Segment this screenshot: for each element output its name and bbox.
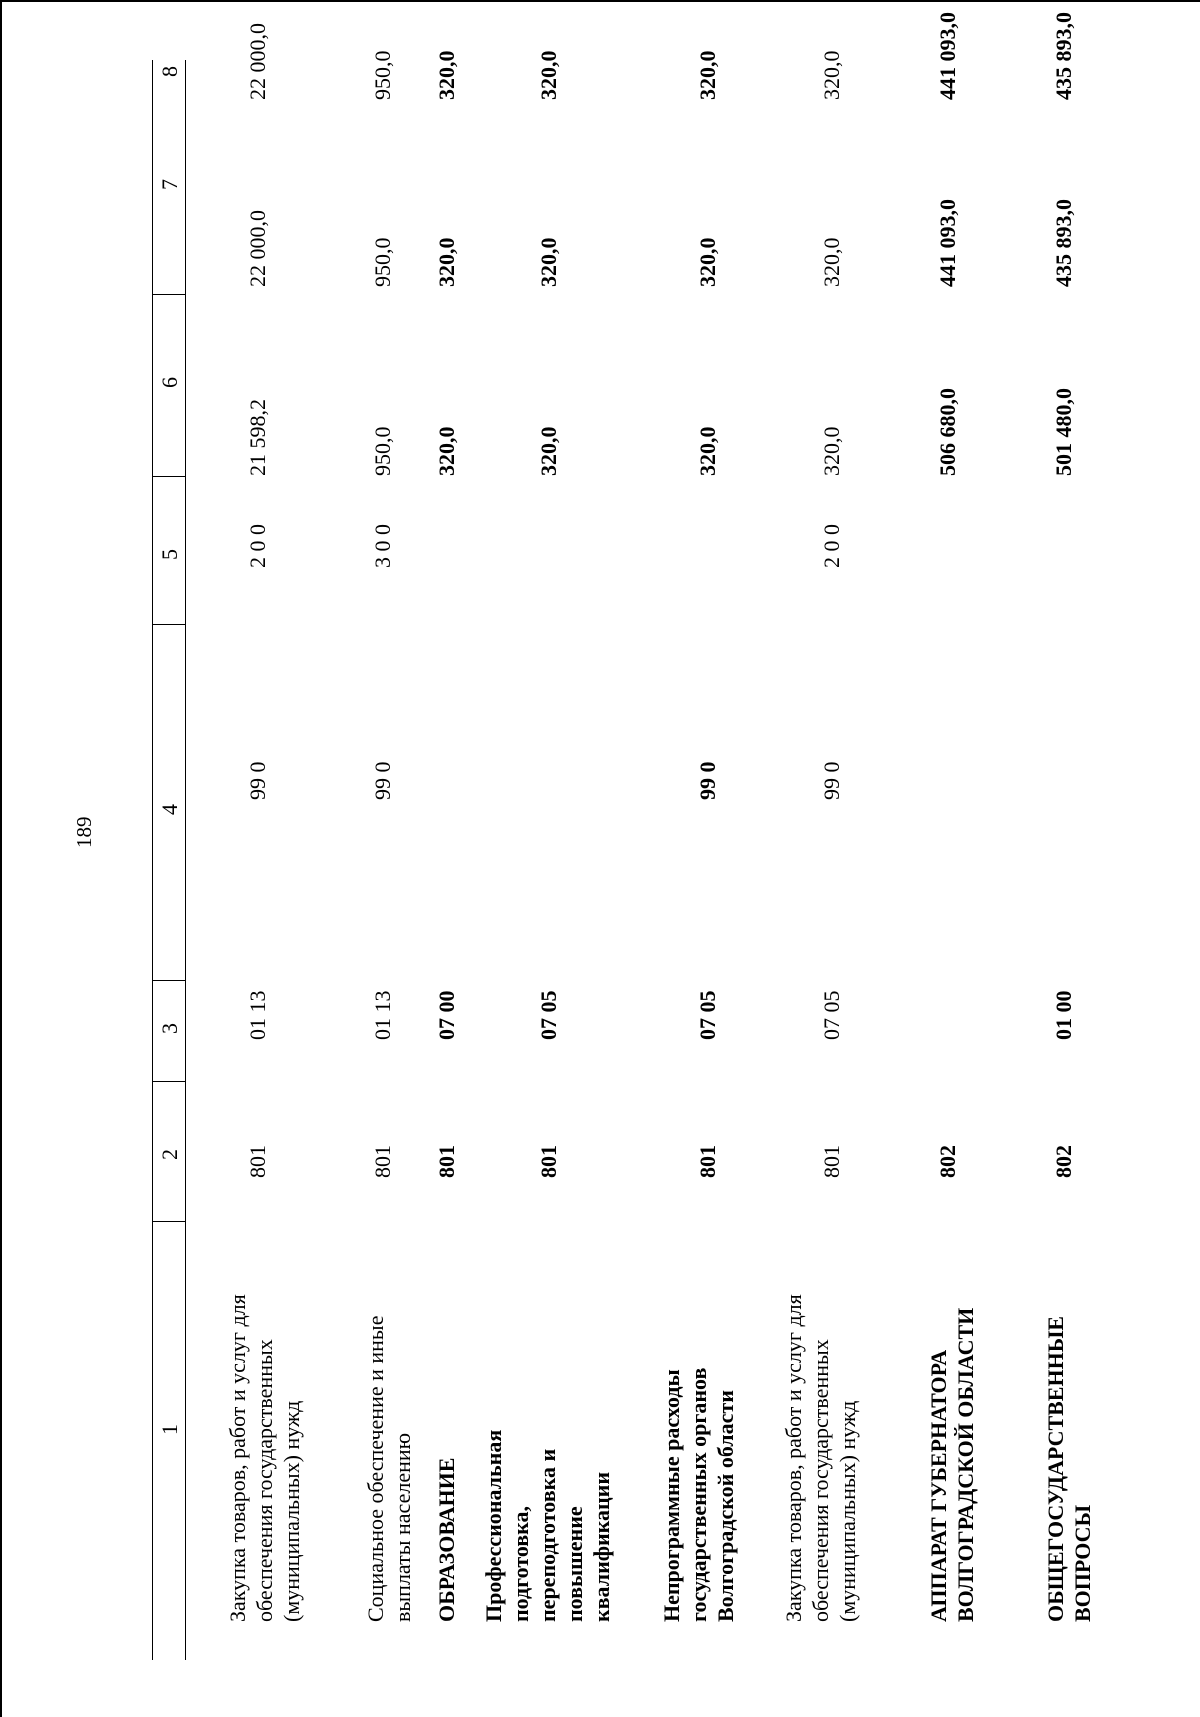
row-value: 2 0 0 xyxy=(245,524,270,568)
row-value: 21 598,2 xyxy=(245,399,270,476)
row-value: 320,0 xyxy=(536,237,561,287)
row-value: 99 0 xyxy=(245,761,270,800)
row-value: 01 13 xyxy=(245,990,270,1040)
row-value: 320,0 xyxy=(695,237,720,287)
table-top-rule xyxy=(152,60,153,1660)
scan-edge-left xyxy=(0,0,2,1717)
row-value: 320,0 xyxy=(819,50,844,100)
row-label: Профессиональная подготовка, переподготовка и повышение квалификации xyxy=(481,1429,614,1622)
row-value: 501 480,0 xyxy=(1051,388,1076,476)
column-divider xyxy=(152,1081,186,1082)
row-value: 320,0 xyxy=(819,426,844,476)
column-divider xyxy=(152,624,186,625)
row-value: 320,0 xyxy=(695,50,720,100)
row-value: 435 893,0 xyxy=(1051,199,1076,287)
column-divider xyxy=(152,1221,186,1222)
row-value: 22 000,0 xyxy=(245,23,270,100)
row-value: 99 0 xyxy=(370,761,395,800)
row-value: 2 0 0 xyxy=(819,524,844,568)
row-value: 801 xyxy=(370,1145,395,1178)
column-number: 3 xyxy=(157,1023,182,1034)
row-label: ОБРАЗОВАНИЕ xyxy=(434,1457,459,1622)
row-label: ОБЩЕГОСУДАРСТВЕННЫЕ ВОПРОСЫ xyxy=(1043,1316,1095,1622)
row-value: 802 xyxy=(935,1145,960,1178)
row-value: 07 05 xyxy=(695,990,720,1040)
row-value: 07 05 xyxy=(819,990,844,1040)
row-value: 441 093,0 xyxy=(935,12,960,100)
row-value: 07 00 xyxy=(434,990,459,1040)
column-number: 7 xyxy=(157,179,182,190)
column-number: 5 xyxy=(157,549,182,560)
row-value: 950,0 xyxy=(370,50,395,100)
row-label: Закупка товаров, работ и услуг для обеспечения государственных (муниципальных) нужд xyxy=(225,1294,304,1622)
column-number: 6 xyxy=(157,377,182,388)
row-value: 99 0 xyxy=(695,761,720,800)
row-value: 320,0 xyxy=(536,50,561,100)
column-divider xyxy=(152,294,186,295)
page-number: 189 xyxy=(72,816,96,848)
row-value: 01 13 xyxy=(370,990,395,1040)
column-divider xyxy=(152,476,186,477)
row-value: 801 xyxy=(434,1145,459,1178)
row-value: 3 0 0 xyxy=(370,524,395,568)
row-value: 07 05 xyxy=(536,990,561,1040)
scan-edge-top xyxy=(0,0,1200,2)
column-number-row xyxy=(152,60,185,1660)
row-value: 801 xyxy=(245,1145,270,1178)
row-value: 441 093,0 xyxy=(935,199,960,287)
row-label: Непрограммные расходы государственных органов Волгоградской области xyxy=(659,1367,738,1622)
row-label: Закупка товаров, работ и услуг для обеспечения государственных (муниципальных) нужд xyxy=(781,1294,860,1622)
row-value: 801 xyxy=(536,1145,561,1178)
row-value: 801 xyxy=(819,1145,844,1178)
table-header-rule xyxy=(185,60,186,1660)
row-value: 320,0 xyxy=(434,237,459,287)
row-label: Социальное обеспечение и иные выплаты населению xyxy=(363,1315,415,1622)
budget-table xyxy=(152,12,1182,1660)
row-value: 99 0 xyxy=(819,761,844,800)
row-value: 01 00 xyxy=(1051,990,1076,1040)
row-value: 950,0 xyxy=(370,426,395,476)
row-label: АППАРАТ ГУБЕРНАТОРА ВОЛГОГРАДСКОЙ ОБЛАСТИ xyxy=(926,1307,978,1622)
column-number: 2 xyxy=(157,1149,182,1160)
row-value: 950,0 xyxy=(370,237,395,287)
column-divider xyxy=(152,980,186,981)
column-number: 4 xyxy=(157,804,182,815)
column-number: 1 xyxy=(157,1424,182,1435)
row-value: 801 xyxy=(695,1145,720,1178)
row-value: 506 680,0 xyxy=(935,388,960,476)
row-value: 320,0 xyxy=(434,426,459,476)
row-value: 320,0 xyxy=(434,50,459,100)
row-value: 435 893,0 xyxy=(1051,12,1076,100)
row-value: 22 000,0 xyxy=(245,210,270,287)
row-value: 802 xyxy=(1051,1145,1076,1178)
column-number: 8 xyxy=(157,66,182,77)
row-value: 320,0 xyxy=(819,237,844,287)
row-value: 320,0 xyxy=(536,426,561,476)
row-value: 320,0 xyxy=(695,426,720,476)
